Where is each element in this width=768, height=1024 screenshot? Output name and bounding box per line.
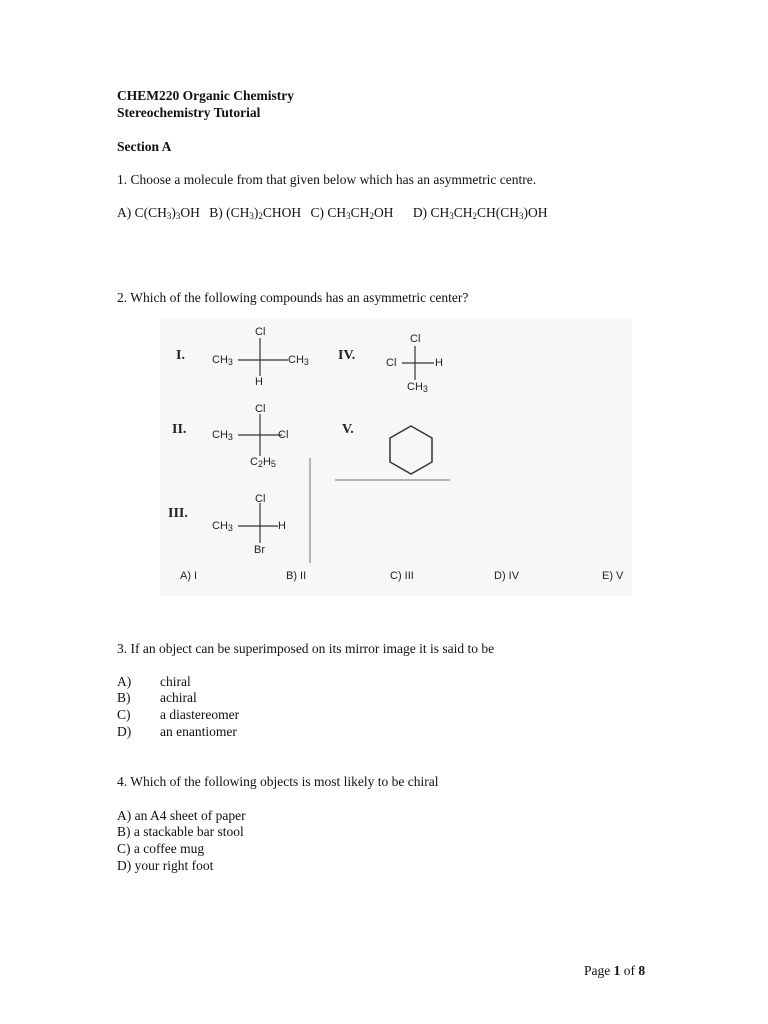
structure-ii-label: II. bbox=[172, 422, 187, 437]
question-1-options bbox=[117, 205, 547, 221]
structure-ii-top: Cl bbox=[255, 403, 266, 415]
structures-figure bbox=[160, 318, 632, 596]
q3-option-text: a diastereomer bbox=[160, 707, 240, 722]
structure-i-right: $CH_3$ bbox=[288, 354, 309, 367]
figure-answer-e: E) V bbox=[602, 570, 624, 582]
course-title: CHEM220 Organic Chemistry bbox=[117, 88, 294, 103]
structure-iv-left: Cl bbox=[386, 357, 397, 369]
q4-option: D) your right foot bbox=[117, 858, 214, 873]
structure-iv-top: Cl bbox=[410, 333, 421, 345]
page-current: 1 bbox=[613, 963, 621, 978]
q3-option-letter: A) bbox=[117, 674, 132, 689]
q1-option-letter: C) bbox=[310, 205, 325, 220]
q3-option-letter: C) bbox=[117, 707, 131, 722]
q4-option: C) a coffee mug bbox=[117, 841, 205, 856]
structure-iii-top: Cl bbox=[255, 493, 266, 505]
q3-option-letter: B) bbox=[117, 690, 131, 705]
structure-v-label: V. bbox=[342, 422, 354, 437]
q3-option-text: chiral bbox=[160, 674, 191, 689]
question-1: 1. Choose a molecule from that given below which has an asymmetric centre. bbox=[117, 172, 537, 187]
q1-option-formula: $(CH_3)_2CHOH$ bbox=[226, 205, 302, 221]
figure-answer-c: C) III bbox=[390, 570, 414, 582]
q1-option-letter: A) bbox=[117, 205, 132, 220]
tutorial-title: Stereochemistry Tutorial bbox=[117, 105, 261, 120]
figure-answer-b: B) II bbox=[286, 570, 307, 582]
q3-option-text: achiral bbox=[160, 690, 197, 705]
q1-option-formula: $CH_3CH_2CH(CH_3)OH$ bbox=[430, 205, 548, 221]
q1-option-formula: $C(CH_3)_3OH$ bbox=[134, 205, 200, 221]
structure-i-top: Cl bbox=[255, 326, 266, 338]
structure-iv-bottom: $CH_3$ bbox=[407, 381, 428, 394]
structure-ii-left: $CH_3$ bbox=[212, 429, 233, 442]
structure-iii-bottom: Br bbox=[254, 544, 265, 556]
page-word: Page bbox=[584, 963, 611, 978]
q3-option-text: an enantiomer bbox=[160, 724, 237, 739]
structure-i-left: $CH_3$ bbox=[212, 354, 233, 367]
page-total: 8 bbox=[638, 963, 646, 978]
structure-i-bottom: H bbox=[255, 376, 263, 388]
structure-i-label: I. bbox=[176, 348, 185, 363]
structure-iii-left: $CH_3$ bbox=[212, 520, 233, 533]
structure-iv-label: IV. bbox=[338, 348, 356, 363]
q3-option-letter: D) bbox=[117, 724, 132, 739]
figure-answer-a: A) I bbox=[180, 570, 198, 582]
structure-iii-label: III. bbox=[168, 506, 188, 521]
structure-iii-right: H bbox=[278, 520, 286, 532]
question-4: 4. Which of the following objects is most likely to be chiral bbox=[117, 774, 439, 789]
structure-ii-right: Cl bbox=[278, 429, 289, 441]
q4-option: B) a stackable bar stool bbox=[117, 824, 244, 839]
page-of: of bbox=[623, 963, 635, 978]
q1-option-formula: $CH_3CH_2OH$ bbox=[327, 205, 394, 221]
q4-option: A) an A4 sheet of paper bbox=[117, 808, 246, 823]
q1-option-letter: B) bbox=[209, 205, 223, 220]
figure-answer-d: D) IV bbox=[494, 570, 520, 582]
page-number bbox=[584, 963, 645, 979]
structure-ii-bottom: $C_2H_5$ bbox=[250, 456, 276, 469]
q1-option-letter: D) bbox=[412, 205, 428, 220]
section-heading: Section A bbox=[117, 139, 172, 154]
structure-iv-right: H bbox=[435, 357, 443, 369]
question-2: 2. Which of the following compounds has an asymmetric center? bbox=[117, 290, 469, 305]
question-3: 3. If an object can be superimposed on its mirror image it is said to be bbox=[117, 641, 495, 656]
